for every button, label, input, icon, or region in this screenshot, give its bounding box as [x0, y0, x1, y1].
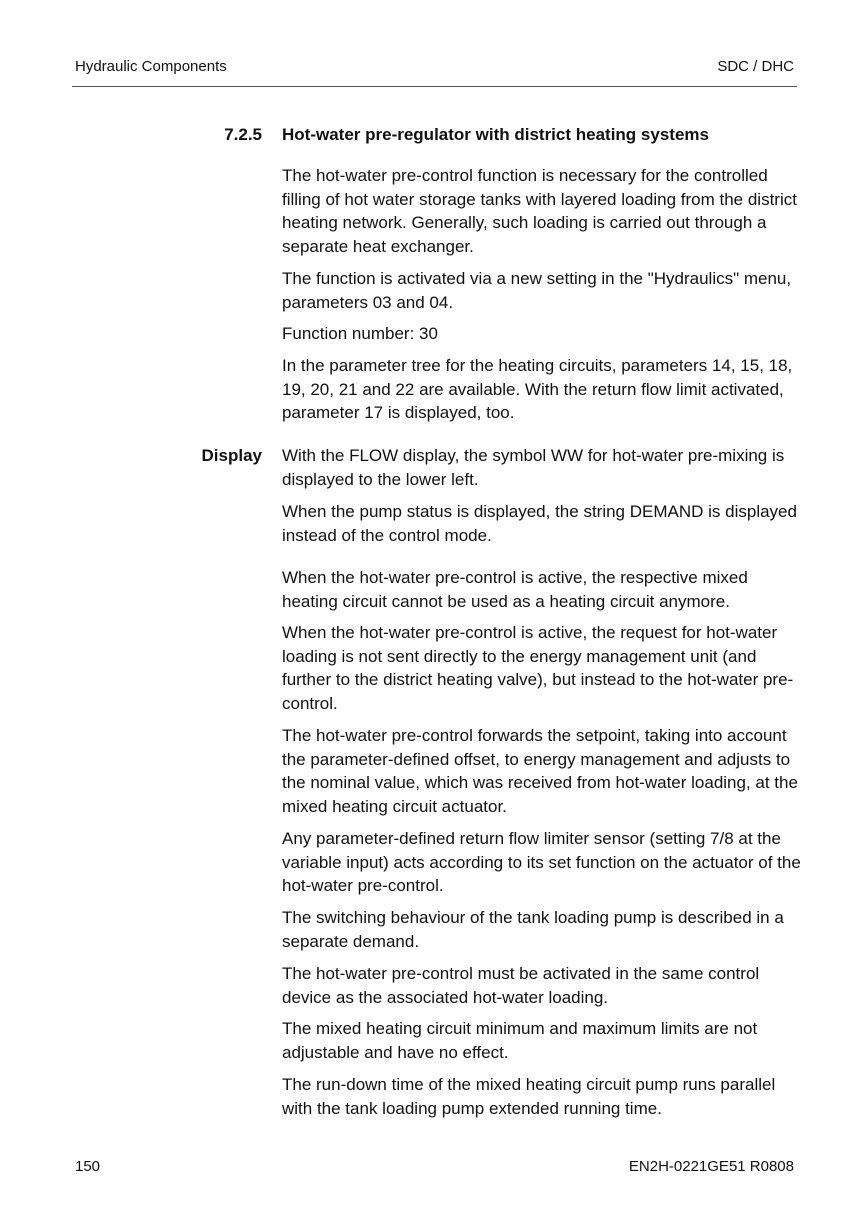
paragraph-13: The mixed heating circuit minimum and maximum limits are not adjustable and have no effect.	[282, 1019, 758, 1062]
paragraph-12: The hot-water pre-control must be activated in the same control device as the associated hot-water loading.	[282, 964, 760, 1007]
paragraph-6: When the pump status is displayed, the string DEMAND is displayed instead of the control mode.	[282, 502, 797, 545]
page-footer	[72, 1158, 796, 1180]
paragraph-14: The run-down time of the mixed heating circuit pump runs parallel with the tank loading pump extended running time.	[282, 1075, 776, 1118]
section-title: Hot-water pre-regulator with district heating systems	[282, 125, 709, 144]
paragraph-4: In the parameter tree for the heating circuits, parameters 14, 15, 18, 19, 20, 21 and 22 are available. With the return flow limit activated, parameter 17 is displayed, too.	[282, 356, 793, 422]
document-code: EN2H-0221GE51 R0808	[628, 1158, 794, 1175]
side-label-display: Display	[201, 446, 262, 465]
paragraph-2: The function is activated via a new setting in the "Hydraulics" menu, parameters 03 and 04.	[282, 269, 792, 312]
section-number: 7.2.5	[224, 125, 262, 144]
paragraph-1: The hot-water pre-control function is necessary for the controlled filling of hot water storage tanks with layered loading from the district heating network. Generally, such loading is carried out through a separate heat exchanger.	[282, 166, 797, 256]
paragraph-8: When the hot-water pre-control is active, the request for hot-water loading is not sent directly to the energy management unit (and further to the district heating valve), but instead to the hot-water pre-control.	[282, 623, 794, 713]
page-number: 150	[75, 1158, 101, 1175]
paragraph-7: When the hot-water pre-control is active, the respective mixed heating circuit cannot be used as a heating circuit anymore.	[282, 568, 748, 611]
paragraph-10: Any parameter-defined return flow limiter sensor (setting 7/8 at the variable input) acts according to its set function on the actuator of the hot-water pre-control.	[282, 829, 801, 895]
paragraph-5: With the FLOW display, the symbol WW for hot-water pre-mixing is displayed to the lower left.	[282, 446, 785, 489]
header-chapter-title: Hydraulic Components	[75, 58, 227, 75]
paragraph-11: The switching behaviour of the tank loading pump is described in a separate demand.	[282, 908, 784, 951]
header-divider	[72, 86, 797, 87]
paragraph-9: The hot-water pre-control forwards the setpoint, taking into account the parameter-defined offset, to energy management and adjusts to the nominal value, which was received from hot-water loading, at the mixed heating circuit actuator.	[282, 726, 798, 816]
paragraph-3: Function number: 30	[282, 324, 438, 343]
header-product-name: SDC / DHC	[717, 58, 794, 75]
page-header	[72, 56, 796, 78]
